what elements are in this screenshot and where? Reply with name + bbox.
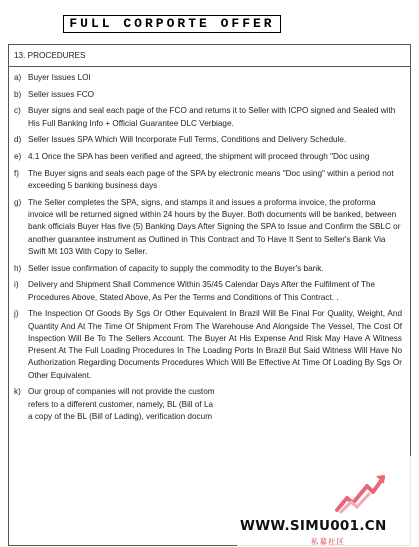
item-line: through "Doc using: [300, 152, 370, 162]
item-text: [28, 105, 402, 130]
item-line: signed and Sealed with His Full Banking Info + Official Guarantee DLC Verbiage.: [28, 106, 396, 128]
item-line: At The Full Loading Procedures In The Loading Ports In Brazil But Said Witness: [58, 346, 352, 356]
procedure-item: [14, 308, 402, 382]
item-line: Effective At Time Of Loading By Sgs Or Other Equivalent.: [28, 358, 402, 380]
item-line: a copy of the BL (Bill of Lading), verification docum: [28, 412, 213, 422]
item-line: Warehouse And Alongside The Vessel, The Cost Of Inspection Will Be To The: [28, 321, 402, 343]
item-line: Quality, Weight, And Quantity And At The Time Of Shipment From The: [28, 309, 403, 331]
item-line: Buyer. Both documents will be banked, between bank officials Buyer Has five: [28, 210, 397, 232]
item-line: bank.: [303, 263, 324, 273]
item-text: [28, 308, 402, 382]
watermark-subtitle: 私募社区: [311, 537, 345, 546]
procedure-item: [14, 89, 402, 101]
item-line: Sellers Account. The Buyer At His Expense And Risk May Have A Witness Present: [28, 333, 402, 356]
item-line: The Buyer signs and seals each page of the SPA by electronic means "Doc: [28, 168, 301, 178]
item-text: [28, 134, 402, 146]
item-line: Seller Issues SPA Which Will Incorporate Full Terms, Conditions and Delivery: [28, 135, 308, 145]
item-line: Seller issue confirmation of capacity to supply the commodity to the Buyer's: [28, 263, 302, 273]
item-marker: i): [14, 280, 19, 290]
procedure-list: [9, 67, 410, 423]
item-line: invoice, the proforma invoice will be returned signed within 24 hours by the: [28, 197, 376, 220]
item-marker: c): [14, 106, 21, 116]
item-line: Buyer Issues LOI: [28, 73, 91, 82]
item-line: Our group of companies will not provide the custom: [28, 387, 215, 397]
item-marker: e): [14, 152, 22, 162]
item-line: (5) Banking Days After Signing the SPA to Issue and Confirm the SBLC or: [132, 222, 401, 232]
procedure-item: [14, 134, 402, 146]
item-line: Seller issues FCO: [28, 89, 94, 99]
item-marker: g): [14, 197, 22, 207]
item-line: refers to a different customer, namely, BL (Bill of La: [28, 399, 214, 409]
item-marker: k): [14, 387, 21, 397]
item-text: [28, 263, 402, 275]
item-text: [28, 72, 402, 84]
procedure-item: [14, 386, 402, 423]
item-line: Buyer signs and seal each page of the FCO and returns it to Seller with ICPO: [28, 106, 309, 116]
item-text: [28, 168, 402, 193]
procedure-item: [14, 105, 402, 130]
item-text: [28, 197, 402, 258]
item-marker: a): [14, 73, 22, 82]
item-marker: j): [14, 309, 19, 319]
item-text: [28, 386, 402, 423]
item-marker: f): [14, 168, 20, 178]
item-line: to Seller's Bank Via Swift Mt 103 With Copy to Seller.: [28, 234, 386, 256]
rising-chart-logo-icon: [333, 470, 389, 514]
item-line: using" within a period not exceeding 5 banking business days: [28, 168, 394, 191]
watermark: [237, 456, 419, 546]
item-line: The Seller completes the SPA, signs, and stamps it and issues a proforma: [28, 197, 297, 207]
section-heading: 13. PROCEDURES: [9, 45, 410, 67]
item-line: another guarantee instrument as Outlined in This Contract and To Have It Sent: [28, 234, 313, 244]
procedure-item: [14, 197, 402, 258]
item-marker: b): [14, 89, 22, 99]
item-line: 4.1 Once the SPA has been verified and agreed, the shipment will proceed: [28, 152, 298, 162]
item-marker: d): [14, 135, 22, 145]
procedure-item: [14, 72, 402, 84]
item-text: [28, 89, 402, 101]
item-line: Will Have No Authorization Regarding Documents Procedures Which Will Be: [28, 346, 402, 368]
procedure-item: [14, 263, 402, 275]
item-text: [28, 151, 402, 163]
procedure-item: [14, 279, 402, 304]
item-marker: h): [14, 263, 22, 273]
item-line: The Inspection Of Goods By Sgs Or Other Equivalent In Brazil Will Be Final For: [28, 309, 325, 319]
watermark-url: WWW.SIMU001.CN: [240, 518, 387, 534]
item-line: Fulfilment of The Procedures Above, Stated Above, As Per the Terms and: [28, 280, 376, 302]
procedure-item: [14, 151, 402, 163]
procedure-item: [14, 168, 402, 193]
item-line: Delivery and Shipment Shall Commence Within 35/45 Calendar Days After the: [28, 280, 312, 290]
item-line: Conditions of This Contract. .: [233, 292, 339, 302]
item-text: [28, 279, 402, 304]
document-title: FULL CORPORTE OFFER: [63, 15, 281, 33]
item-line: Schedule.: [309, 135, 347, 145]
